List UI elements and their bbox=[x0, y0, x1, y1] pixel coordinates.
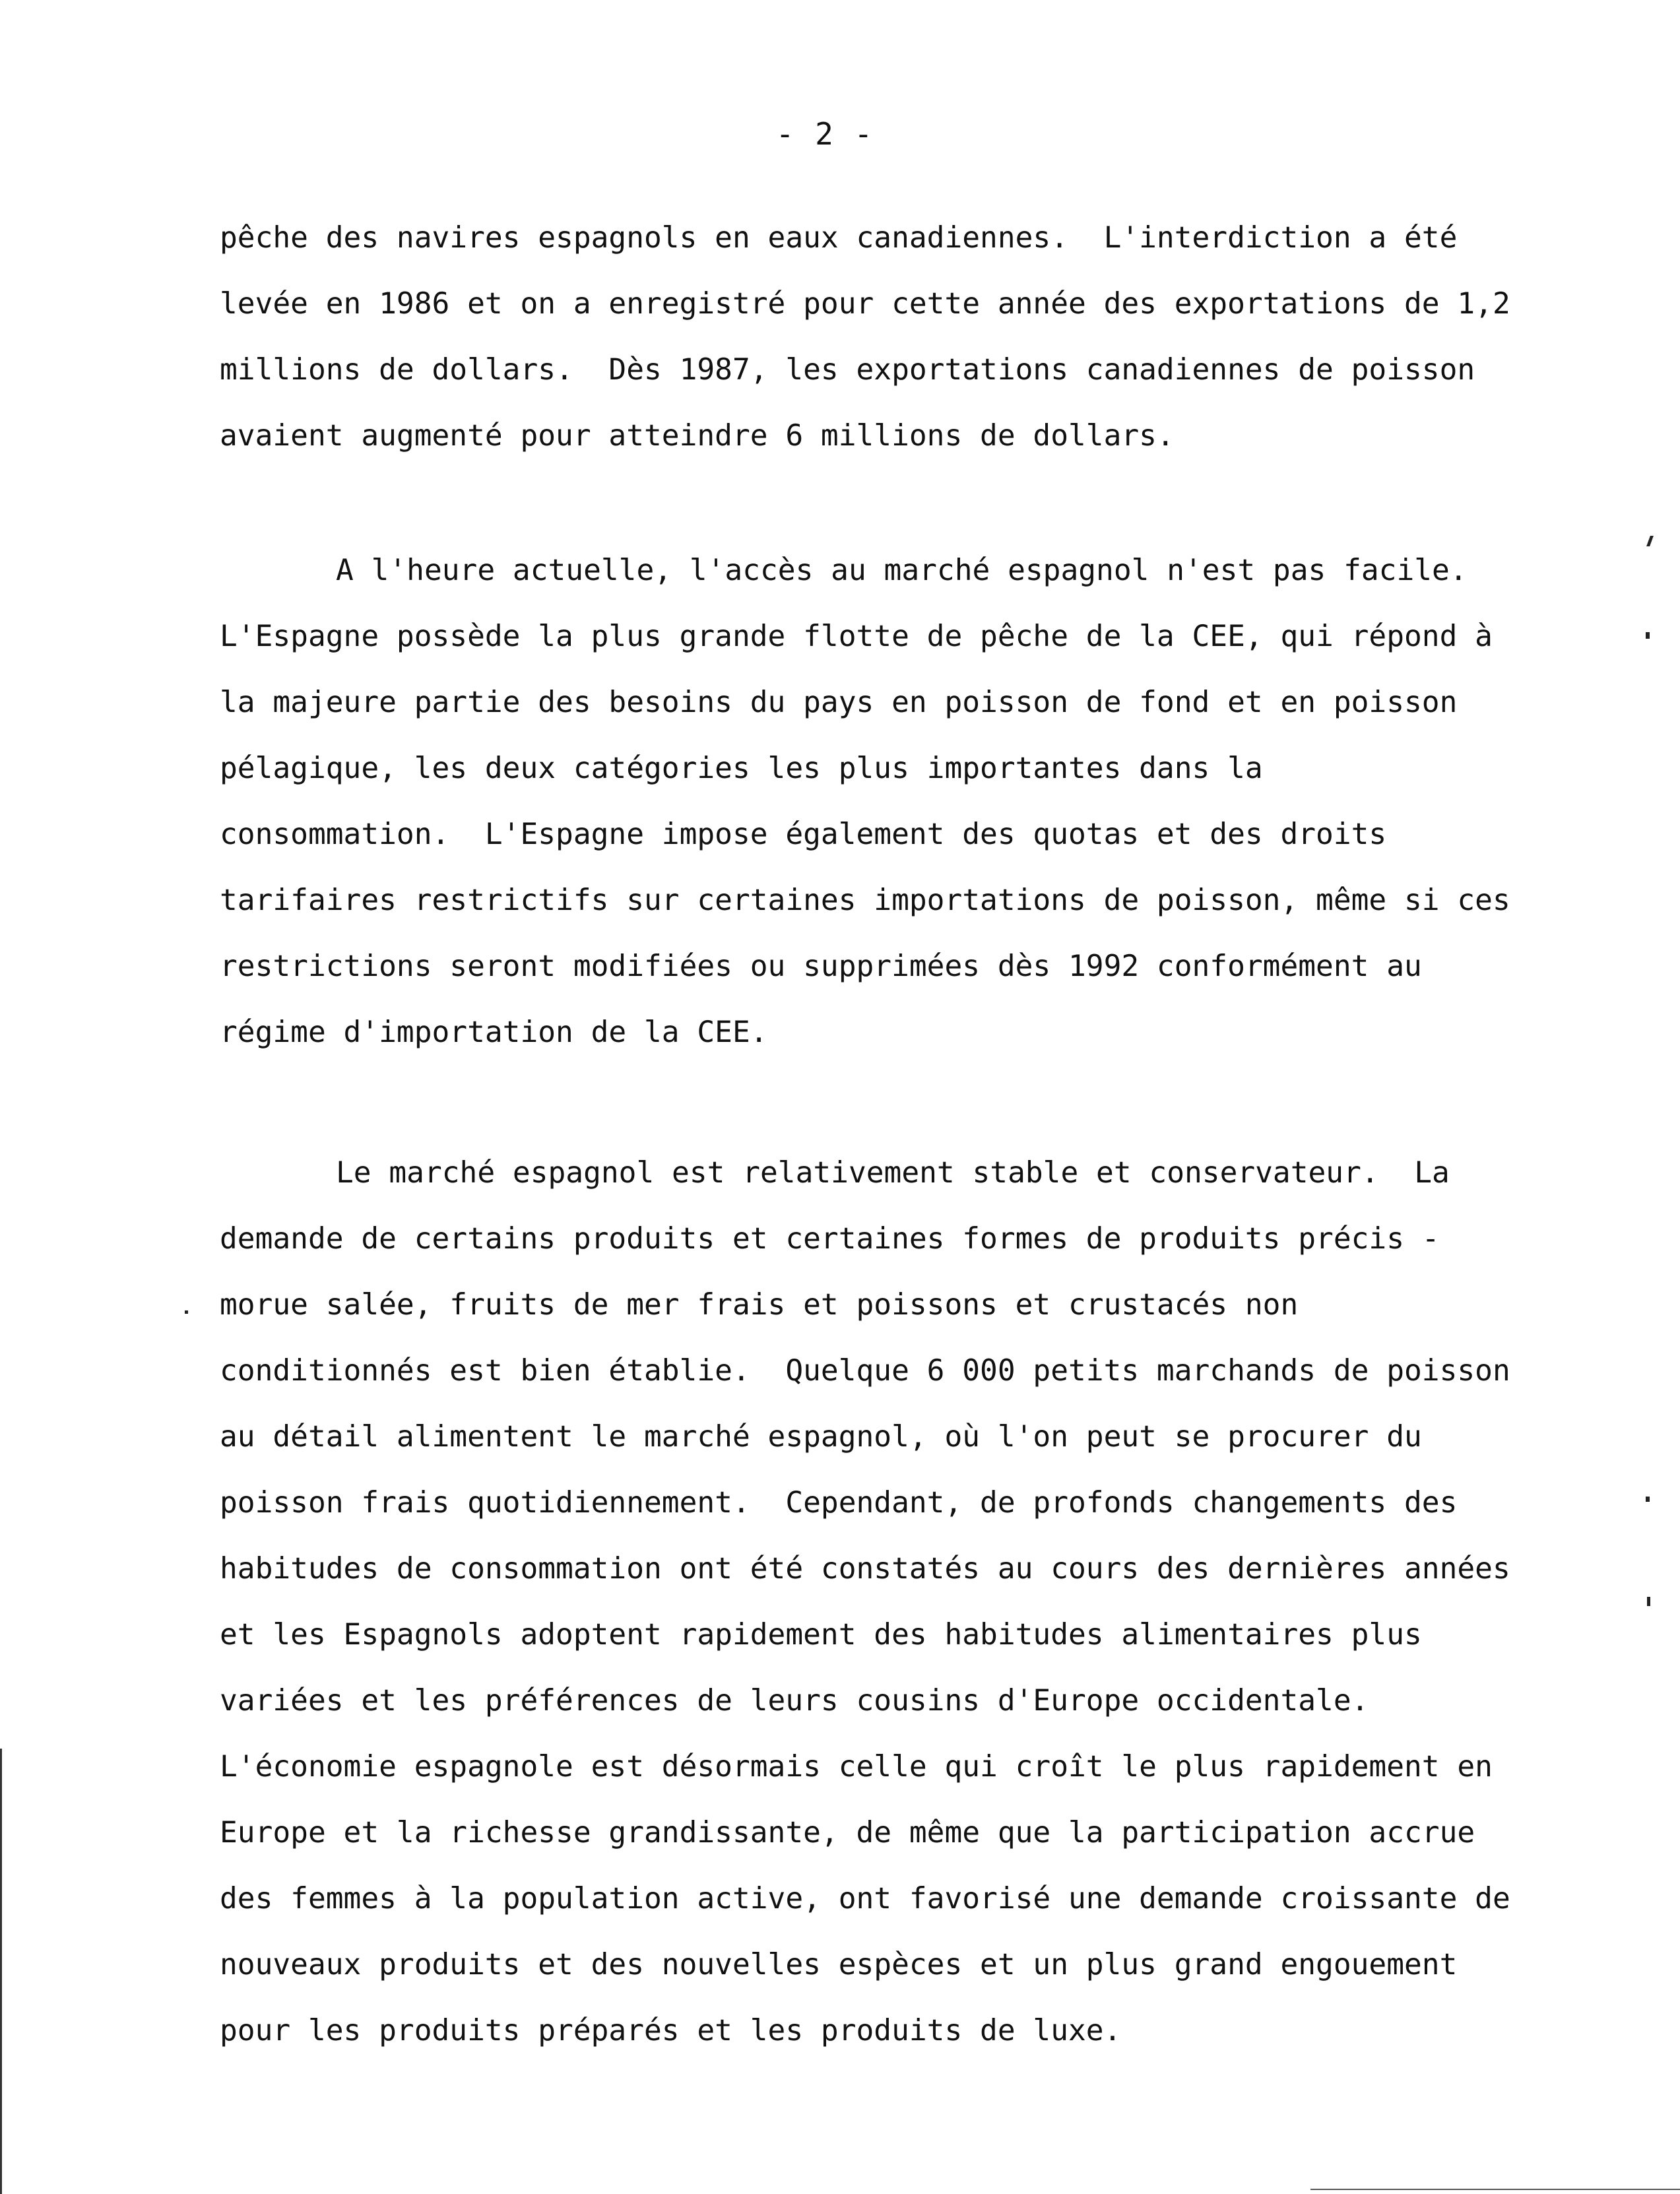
text-line: pélagique, les deux catégories les plus importantes dans la bbox=[220, 752, 1263, 785]
paragraph-2 bbox=[220, 538, 1510, 1066]
paragraph-3 bbox=[220, 1140, 1510, 2064]
text-line: millions de dollars. Dès 1987, les exportations canadiennes de poisson bbox=[220, 353, 1475, 387]
text-line: pêche des navires espagnols en eaux canadiennes. L'interdiction a été bbox=[220, 221, 1458, 255]
text-line: au détail alimentent le marché espagnol, où l'on peut se procurer du bbox=[220, 1420, 1422, 1454]
text-line: la majeure partie des besoins du pays en poisson de fond et en poisson bbox=[220, 686, 1458, 719]
text-line: poisson frais quotidiennement. Cependant, de profonds changements des bbox=[220, 1486, 1458, 1520]
text-line: et les Espagnols adoptent rapidement des habitudes alimentaires plus bbox=[220, 1618, 1422, 1652]
text-line: pour les produits préparés et les produits de luxe. bbox=[220, 2014, 1122, 2048]
text-line: conditionnés est bien établie. Quelque 6 000 petits marchands de poisson bbox=[220, 1354, 1510, 1388]
text-line: nouveaux produits et des nouvelles espèces et un plus grand engouement bbox=[220, 1948, 1458, 1982]
text-line: L'économie espagnole est désormais celle qui croît le plus rapidement en bbox=[220, 1750, 1493, 1784]
text-line: morue salée, fruits de mer frais et poissons et crustacés non bbox=[220, 1288, 1299, 1322]
scan-edge-line bbox=[1310, 2189, 1680, 2190]
scan-mark bbox=[185, 1310, 188, 1314]
text-line: variées et les préférences de leurs cousins d'Europe occidentale. bbox=[220, 1684, 1369, 1718]
text-line: A l'heure actuelle, l'accès au marché espagnol n'est pas facile. bbox=[336, 554, 1468, 587]
text-line: habitudes de consommation ont été constatés au cours des dernières années bbox=[220, 1552, 1510, 1586]
text-line: levée en 1986 et on a enregistré pour cette année des exportations de 1,2 bbox=[220, 287, 1510, 321]
text-line: L'Espagne possède la plus grande flotte de pêche de la CEE, qui répond à bbox=[220, 620, 1493, 653]
scan-mark bbox=[1646, 1497, 1650, 1502]
page-number: - 2 - bbox=[775, 116, 874, 152]
scan-mark bbox=[1646, 632, 1650, 639]
scan-mark bbox=[1646, 536, 1654, 546]
text-line: demande de certains produits et certaines formes de produits précis - bbox=[220, 1222, 1440, 1256]
text-line: Le marché espagnol est relativement stable et conservateur. La bbox=[336, 1156, 1450, 1190]
paragraph-1 bbox=[220, 205, 1510, 469]
text-line: consommation. L'Espagne impose également des quotas et des droits bbox=[220, 818, 1387, 851]
text-line: avaient augmenté pour atteindre 6 millions de dollars. bbox=[220, 419, 1175, 453]
text-line: tarifaires restrictifs sur certaines importations de poisson, même si ces bbox=[220, 884, 1510, 917]
text-line: régime d'importation de la CEE. bbox=[220, 1016, 768, 1049]
scan-edge-line bbox=[0, 1749, 2, 2194]
scan-mark bbox=[1647, 1597, 1650, 1606]
text-line: des femmes à la population active, ont favorisé une demande croissante de bbox=[220, 1882, 1510, 1916]
text-line: restrictions seront modifiées ou supprimées dès 1992 conformément au bbox=[220, 950, 1422, 983]
text-line: Europe et la richesse grandissante, de même que la participation accrue bbox=[220, 1816, 1475, 1850]
